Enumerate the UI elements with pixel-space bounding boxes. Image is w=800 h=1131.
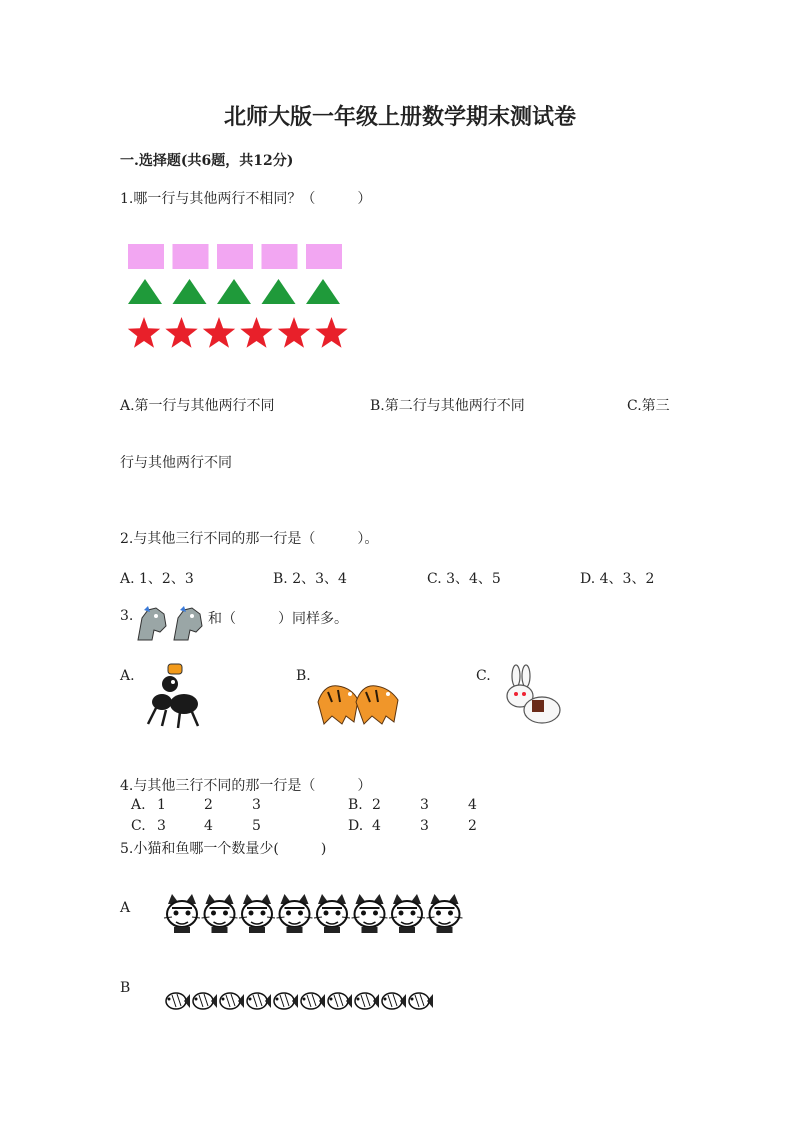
q4-stem: 4.与其他三行不同的那一行是（ ） [120, 778, 372, 794]
pink-rectangle [173, 244, 209, 269]
q4-a-n3: 3 [252, 797, 261, 813]
q5-cat-row [164, 892, 469, 936]
cat-icon [427, 894, 463, 933]
rabbit-icon[interactable] [494, 664, 564, 728]
cat-icon [277, 894, 313, 933]
tiger-icon[interactable] [314, 666, 404, 728]
green-triangle [262, 279, 296, 304]
q3-stem: 和（ ）同样多。 [208, 611, 348, 627]
q4-c-n1: 3 [157, 818, 166, 834]
q2-option-c[interactable]: C. 3、4、5 [427, 571, 501, 587]
cat-icon [239, 894, 275, 933]
q1-option-b[interactable]: B.第二行与其他两行不同 [370, 398, 525, 414]
q2-option-b[interactable]: B. 2、3、4 [273, 571, 347, 587]
q2-stem: 2.与其他三行不同的那一行是（ ）。 [120, 531, 379, 547]
fish-icon [274, 993, 298, 1009]
q4-d-label: D. [348, 818, 364, 834]
q4-d-n1: 4 [372, 818, 381, 834]
cat-icon [389, 894, 425, 933]
red-star [278, 317, 310, 348]
q4-a-n1: 1 [157, 797, 166, 813]
q5-option-b-label[interactable]: B [120, 980, 131, 996]
q5-option-a-label[interactable]: A [120, 900, 131, 916]
q1-option-c[interactable]: C.第三 [627, 398, 670, 414]
q1-stem: 1.哪一行与其他两行不相同？（ ） [120, 191, 372, 207]
fish-icon [220, 993, 244, 1009]
cat-icon [352, 894, 388, 933]
pink-rectangle [306, 244, 342, 269]
q4-d-n3: 2 [468, 818, 477, 834]
green-triangle [173, 279, 207, 304]
pink-rectangle [262, 244, 298, 269]
fish-icon [328, 993, 352, 1009]
green-triangle [306, 279, 340, 304]
red-star [203, 317, 235, 348]
cat-icon [314, 894, 350, 933]
q4-b-n3: 4 [468, 797, 477, 813]
q4-c-label: C. [131, 818, 146, 834]
red-star [128, 317, 160, 348]
q3-option-c-label[interactable]: C. [476, 668, 491, 684]
q4-a-n2: 2 [204, 797, 213, 813]
q1-option-a[interactable]: A.第一行与其他两行不同 [120, 398, 275, 414]
q4-b-n2: 3 [420, 797, 429, 813]
q1-shape-figure [128, 238, 358, 358]
fish-icon [409, 993, 433, 1009]
cat-icon [164, 894, 200, 933]
q4-a-label: A. [131, 797, 146, 813]
q4-d-n2: 3 [420, 818, 429, 834]
page-title: 北师大版一年级上册数学期末测试卷 [223, 104, 576, 130]
q2-option-a[interactable]: A. 1、2、3 [120, 571, 194, 587]
green-triangle [217, 279, 251, 304]
fish-icon [382, 993, 406, 1009]
q5-stem: 5.小猫和鱼哪一个数量少( ) [120, 841, 327, 857]
q2-option-d[interactable]: D. 4、3、2 [580, 571, 655, 587]
green-triangle [128, 279, 162, 304]
fish-icon [166, 993, 190, 1009]
fish-icon [355, 993, 379, 1009]
q4-option-d[interactable] [348, 818, 477, 834]
fish-icon [193, 993, 217, 1009]
q4-b-label: B. [348, 797, 363, 813]
q4-option-a[interactable] [131, 797, 261, 813]
q4-option-c[interactable] [131, 818, 261, 834]
q5-fish-row [164, 986, 444, 1016]
fish-icon [301, 993, 325, 1009]
q4-c-n3: 5 [252, 818, 261, 834]
section-heading: 一.选择题(共6题，共12分) [120, 153, 294, 169]
ant-icon[interactable] [140, 662, 210, 732]
q1-option-c-continued: 行与其他两行不同 [120, 455, 232, 471]
cat-icon [202, 894, 238, 933]
q3-number: 3. [120, 608, 134, 624]
q4-b-n1: 2 [372, 797, 381, 813]
red-star [315, 317, 347, 348]
q3-option-b-label[interactable]: B. [296, 668, 311, 684]
red-star [165, 317, 197, 348]
q4-option-b[interactable] [348, 797, 477, 813]
horse-icon [134, 604, 206, 644]
q4-c-n2: 4 [204, 818, 213, 834]
red-star [240, 317, 272, 348]
fish-icon [247, 993, 271, 1009]
pink-rectangle [128, 244, 164, 269]
q3-option-a-label[interactable]: A. [120, 668, 135, 684]
pink-rectangle [217, 244, 253, 269]
